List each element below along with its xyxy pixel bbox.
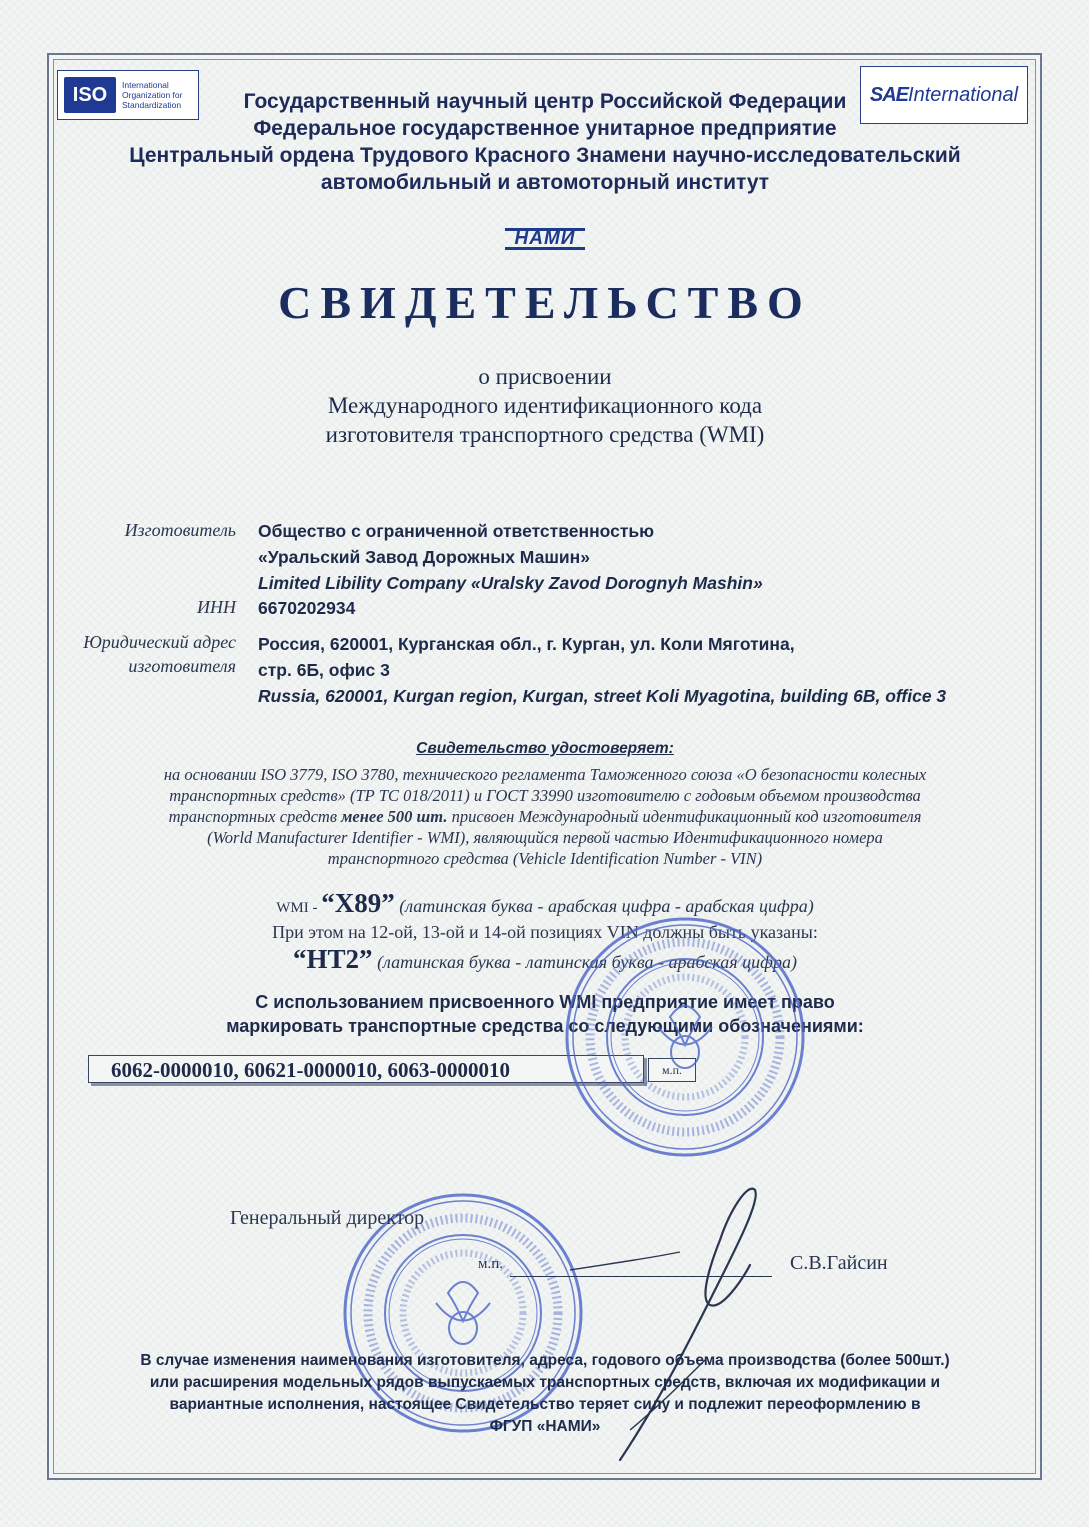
footer-line: В случае изменения наименования изготовителя, адреса, годового объема производства (более 500шт.) xyxy=(140,1352,950,1369)
sae-logo-bold: SAE xyxy=(869,83,909,106)
issuer-header xyxy=(100,88,990,196)
manufacturer-name-ru-1: Общество с ограниченной ответственностью xyxy=(258,521,655,541)
header-line: Центральный ордена Трудового Красного Знамени научно-исследовательский xyxy=(129,144,961,167)
header-line: автомобильный и автомоторный институт xyxy=(320,171,770,194)
manufacturer-name-ru-2: «Уральский Завод Дорожных Машин» xyxy=(258,547,590,567)
subtitle-line: о присвоении xyxy=(478,364,612,389)
address-en: Russia, 620001, Kurgan region, Kurgan, street Koli Myagotina, building 6B, office 3 xyxy=(258,686,947,706)
certificate-line: транспортного средства (Vehicle Identification Number - VIN) xyxy=(327,849,763,868)
certificate-heading: Свидетельство удостоверяет: xyxy=(416,740,674,757)
usage-statement xyxy=(100,990,990,1038)
subtitle-line: изготовителя транспортного средства (WMI) xyxy=(325,422,765,447)
sae-logo-rest: International xyxy=(908,83,1019,106)
director-position: Генеральный директор xyxy=(230,1207,425,1229)
volume-limit: менее 500 шт. xyxy=(341,807,448,826)
footer-notice xyxy=(80,1350,1010,1438)
usage-line: маркировать транспортные средства со следующими обозначениями: xyxy=(226,1016,864,1036)
footer-line: ФГУП «НАМИ» xyxy=(489,1418,601,1435)
iso-logo-mark: ISO xyxy=(64,77,116,113)
inn-label: ИНН xyxy=(197,597,236,617)
iso-line: International xyxy=(122,80,169,90)
signer-name: С.В.Гайсин xyxy=(790,1252,888,1274)
signature-seal-place: м.п. xyxy=(478,1256,504,1272)
wmi-code-note: (латинская буква - арабская цифра - арабская цифра) xyxy=(399,896,814,916)
address-ru-1: Россия, 620001, Курганская обл., г. Курган, ул. Коли Мяготина, xyxy=(258,634,795,654)
round-stamp-upper xyxy=(560,912,810,1162)
subtitle-line: Международного идентификационного кода xyxy=(327,393,763,418)
footer-line: или расширения модельных рядов выпускаемых транспортных средств, включая их модификации и xyxy=(149,1374,941,1391)
inn-value: 6670202934 xyxy=(258,598,356,618)
seal-place-box: м.п. xyxy=(648,1058,696,1082)
header-line: Государственный научный центр Российской Федерации xyxy=(243,90,847,113)
document-subtitle xyxy=(100,362,990,449)
nami-logo-text: НАМИ xyxy=(505,228,586,250)
certificate-line: (World Manufacturer Identifier - WMI), являющийся первой частью Идентификационного номера xyxy=(207,828,883,847)
footer-line: вариантные исполнения, настоящее Свидетельство теряет силу и подлежит переоформлению в xyxy=(169,1396,921,1413)
vin-code: “HT2” xyxy=(293,944,373,974)
header-line: Федеральное государственное унитарное предприятие xyxy=(253,117,837,140)
wmi-line xyxy=(100,888,990,919)
vin-code-line xyxy=(100,944,990,975)
address-label-1: Юридический адрес xyxy=(83,632,236,652)
vin-code-note: (латинская буква - латинская буква - арабская цифра) xyxy=(377,952,797,972)
model-designations: 6062-0000010, 60621-0000010, 6063-0000010 xyxy=(88,1055,644,1083)
wmi-code: “X89” xyxy=(321,888,395,918)
iso-line: Organization for xyxy=(122,90,183,100)
document-title: СВИДЕТЕЛЬСТВО xyxy=(278,277,812,328)
manufacturer-label: Изготовитель xyxy=(124,520,236,540)
certificate-line: на основании ISO 3779, ISO 3780, технического регламента Таможенного союза «О безопасности колесных xyxy=(163,765,927,784)
certificate-line-part: транспортных средств xyxy=(168,807,342,826)
certificate-body xyxy=(80,764,1010,869)
iso-line: Standardization xyxy=(122,100,182,110)
address-ru-2: стр. 6Б, офис 3 xyxy=(258,660,390,680)
wmi-prefix: WMI - xyxy=(276,900,322,916)
vin-positions-text: При этом на 12-ой, 13-ой и 14-ой позициях VIN должны быть указаны: xyxy=(272,922,818,942)
manufacturer-name-en: Limited Libility Company «Uralsky Zavod Dorognyh Mashin» xyxy=(258,573,763,593)
usage-line: С использованием присвоенного WMI предприятие имеет право xyxy=(255,992,835,1012)
certificate-line xyxy=(80,806,1010,827)
certificate-line: транспортных средств» (ТР ТС 018/2011) и ГОСТ 33990 изготовителю с годовым объемом производства xyxy=(169,786,921,805)
address-label-2: изготовителя xyxy=(128,656,236,676)
certificate-line-part: присвоен Международный идентификационный код изготовителя xyxy=(447,807,922,826)
nami-logo xyxy=(470,226,620,252)
